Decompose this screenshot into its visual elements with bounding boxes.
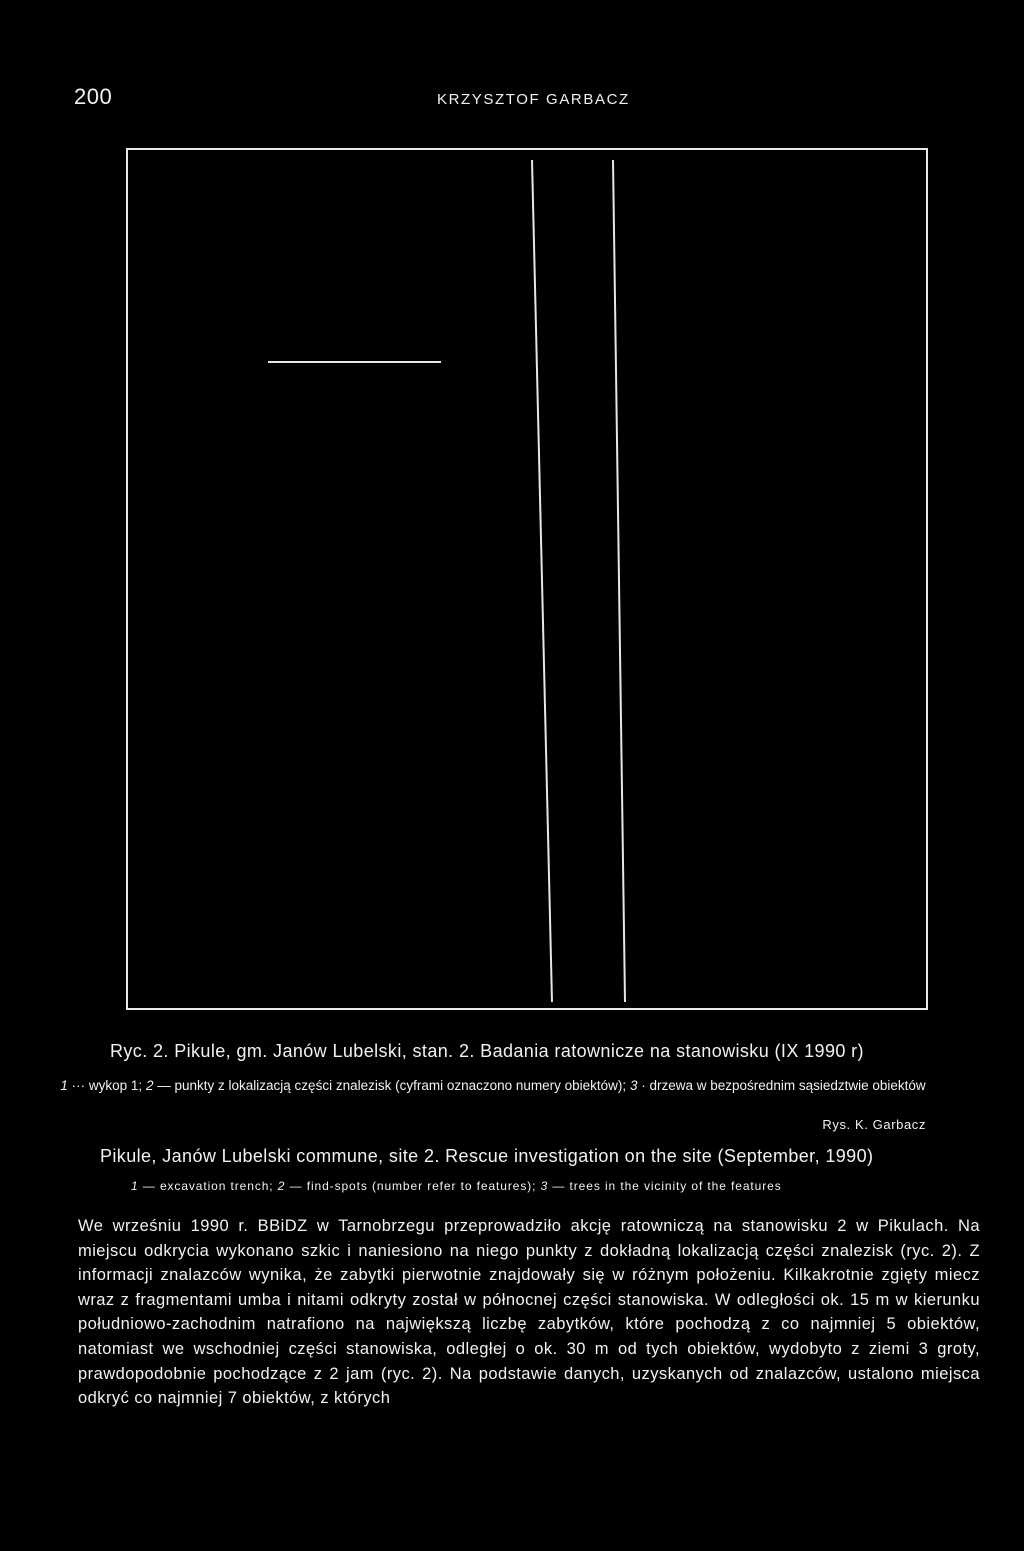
plan-road-edge-left (532, 160, 552, 1002)
legend-pl-number-1: 1 (60, 1078, 68, 1093)
legend-pl-number-2: 2 (145, 1078, 154, 1093)
legend-pl-item-1: wykop 1; (88, 1078, 143, 1093)
figure-legend-polish (60, 1075, 926, 1097)
legend-pl-dash: — (157, 1078, 171, 1093)
legend-en-item-3: trees in the vicinity of the features (569, 1179, 782, 1193)
legend-en-dash: — (289, 1179, 303, 1193)
body-paragraph-block (78, 1214, 980, 1411)
legend-pl-item-2: punkty z lokalizacją części znalezisk (cyframi oznaczono numery obiektów); (174, 1078, 627, 1093)
legend-en-dash: — (552, 1179, 566, 1193)
legend-pl-item-3: drzewa w bezpośrednim sąsiedztwie obiektów (649, 1078, 926, 1093)
figure-site-plan (126, 148, 928, 1010)
legend-pl-number-3: 3 (629, 1078, 638, 1093)
figure-caption-polish: Ryc. 2. Pikule, gm. Janów Lubelski, stan. 2. Badania ratownicze na stanowisku (IX 1990 r) (110, 1041, 864, 1061)
figure-credit: Rys. K. Garbacz (822, 1117, 926, 1132)
figure-caption-english: Pikule, Janów Lubelski commune, site 2. Rescue investigation on the site (September, 1990) (100, 1146, 874, 1166)
legend-en-number-1: 1 (131, 1179, 139, 1193)
legend-en-number-2: 2 (277, 1179, 286, 1193)
legend-en-item-2: find-spots (number refer to features); (306, 1179, 537, 1193)
legend-en-item-1: excavation trench; (159, 1179, 274, 1193)
legend-pl-dash: ··· (71, 1078, 86, 1093)
legend-en-number-3: 3 (540, 1179, 549, 1193)
plan-road-edge-right (613, 160, 625, 1002)
body-paragraph: We wrześniu 1990 r. BBiDZ w Tarnobrzegu przeprowadziło akcję ratowniczą na stanowisku 2 w Pikulach. Na miejscu odkrycia wykonano szkic i naniesiono na niego punkty z dokładną lokalizacją części znalezisk (ryc. 2). Z informacji znalazców wynika, że zabytki pierwotnie znajdowały się w różnym położeniu. Kilkakrotnie zgięty miecz wraz z fragmentami umba i nitami odkryty został w północnej części stanowiska. W odległości ok. 15 m w kierunku południowo-zachodnim natrafiono na największą liczbę zabytków, które pochodzą z co najmniej 5 obiektów, natomiast we wschodniej części stanowiska, odległej o ok. 30 m od tych obiektów, wydobyto z ziemi 3 groty, prawdopodobnie pochodzące z 2 jam (ryc. 2). Na podstawie danych, uzyskanych od znalazców, ustalono miejsca odkryć co najmniej 7 obiektów, z których (78, 1217, 980, 1408)
legend-en-dash: — (142, 1179, 156, 1193)
figure-legend-english (131, 1179, 782, 1193)
legend-pl-dash: · (641, 1078, 646, 1093)
running-head-author: KRZYSZTOF GARBACZ (437, 91, 630, 108)
site-plan-drawing (128, 150, 930, 1012)
page-number: 200 (74, 84, 113, 109)
